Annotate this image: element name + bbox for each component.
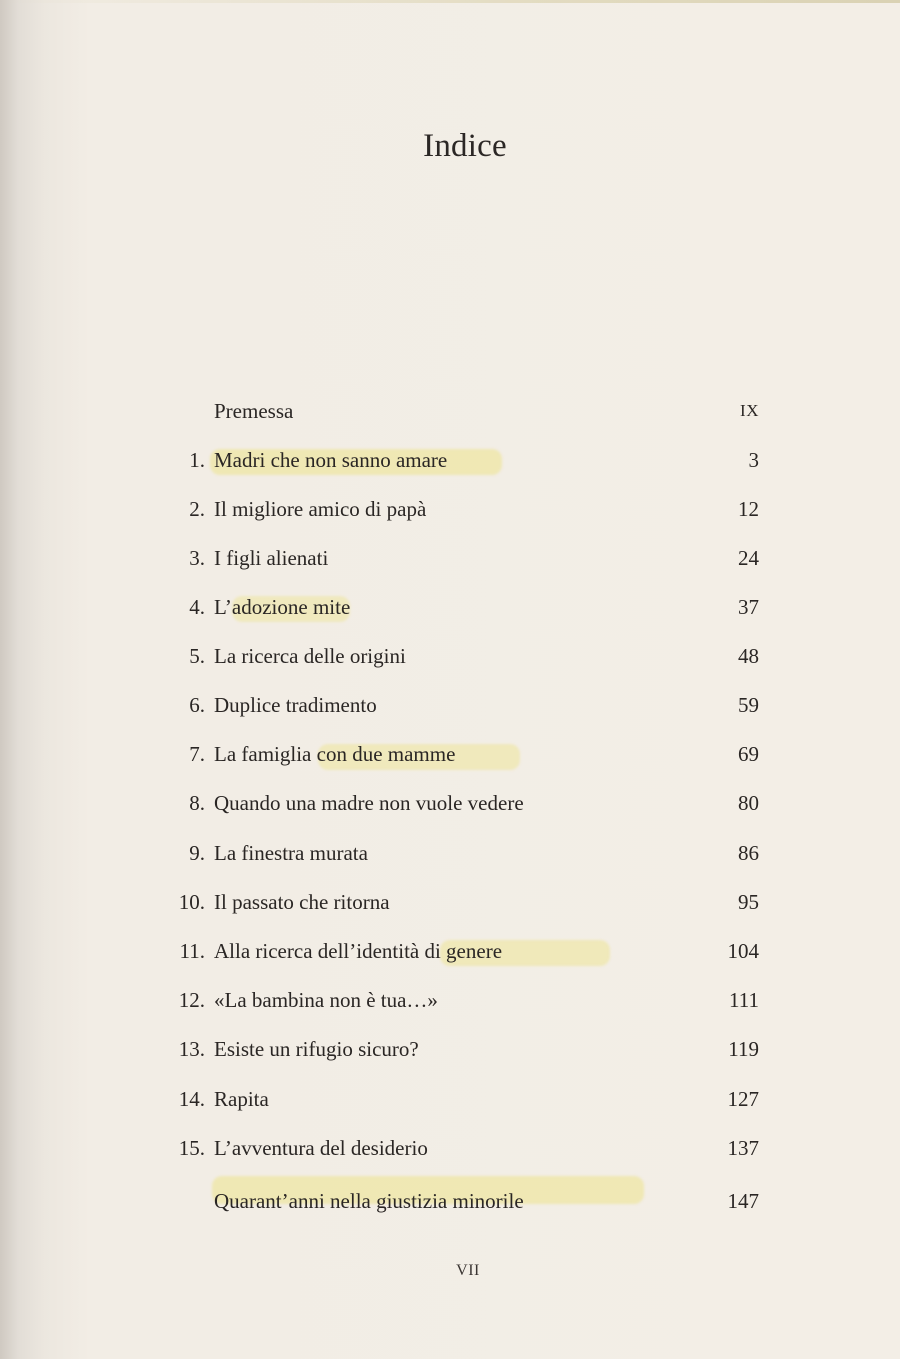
toc-entry-title: Madri che non sanno amare: [214, 448, 448, 472]
toc-entry-number: 1.: [189, 448, 205, 472]
toc-entry-page: 111: [729, 988, 759, 1012]
toc-entry-page: 147: [727, 1189, 759, 1213]
toc-entry: [0, 1082, 900, 1116]
toc-entry-page: 127: [727, 1087, 759, 1111]
toc-entry: [0, 590, 900, 624]
toc-entry-number: 5.: [189, 644, 205, 668]
toc-entry: [0, 885, 900, 919]
toc-entry: [0, 786, 900, 820]
toc-entry-number: 6.: [189, 693, 205, 717]
toc-entry-page: 80: [738, 791, 759, 815]
toc-entry-title: Premessa: [214, 399, 294, 423]
toc-entry-title: La finestra murata: [214, 841, 368, 865]
toc-entry: [0, 1131, 900, 1165]
toc-entry-number: 9.: [189, 841, 205, 865]
toc-entry-page: 86: [738, 841, 759, 865]
toc-entry: [0, 737, 900, 771]
toc-entry-page: 119: [728, 1037, 759, 1061]
toc-entry-number: 4.: [189, 595, 205, 619]
toc-entry-title: Il migliore amico di papà: [214, 497, 427, 521]
toc-entry-page: 137: [727, 1136, 759, 1160]
toc-entry: [0, 1184, 900, 1218]
toc-entry-title: L’adozione mite: [214, 595, 351, 619]
toc-entry-number: 15.: [178, 1136, 205, 1160]
toc-entry-title: Alla ricerca dell’identità di genere: [214, 939, 503, 963]
toc-entry-page: 69: [738, 742, 759, 766]
toc-entry: [0, 394, 900, 428]
toc-entry: [0, 983, 900, 1017]
toc-entry-number: 2.: [189, 497, 205, 521]
toc-entry-number: 7.: [189, 742, 205, 766]
toc-entry-title: Esiste un rifugio sicuro?: [214, 1037, 419, 1061]
toc-entry: [0, 836, 900, 870]
toc-entry-page: 48: [738, 644, 759, 668]
toc-entry-page: 37: [738, 595, 759, 619]
page-folio: VII: [456, 1262, 480, 1279]
toc-entry-title: Duplice tradimento: [214, 693, 377, 717]
toc-entry-title: Il passato che ritorna: [214, 890, 390, 914]
toc-entry-page: 59: [738, 693, 759, 717]
toc-entry-page: IX: [740, 401, 759, 420]
toc-entry-page: 3: [748, 448, 759, 472]
toc-entry-page: 24: [738, 546, 759, 570]
toc-entry-page: 95: [738, 890, 759, 914]
toc-entry-number: 8.: [189, 791, 205, 815]
toc-entry-title: La famiglia con due mamme: [214, 742, 456, 766]
toc-entry-title: Quando una madre non vuole vedere: [214, 791, 524, 815]
toc-entry-number: 13.: [178, 1037, 205, 1061]
toc-entry: [0, 934, 900, 968]
toc-entry-number: 10.: [178, 890, 205, 914]
toc-entry: [0, 541, 900, 575]
toc-entry-title: Rapita: [214, 1087, 269, 1111]
toc-entry-page: 12: [738, 497, 759, 521]
toc-entry-number: 3.: [189, 546, 205, 570]
toc-entry-title: I figli alienati: [214, 546, 329, 570]
toc-entry-page: 104: [727, 939, 759, 963]
toc-entry-number: 11.: [179, 939, 205, 963]
toc-entry-title: L’avventura del desiderio: [214, 1136, 428, 1160]
toc-entry: [0, 443, 900, 477]
page-title: Indice: [423, 128, 507, 164]
toc-entry: [0, 1032, 900, 1066]
toc-entry-title: La ricerca delle origini: [214, 644, 406, 668]
toc-entry-title: «La bambina non è tua…»: [214, 988, 438, 1012]
toc-entry-number: 14.: [178, 1087, 205, 1111]
toc-entry: [0, 492, 900, 526]
toc-entry: [0, 688, 900, 722]
toc-entry-number: 12.: [178, 988, 205, 1012]
toc-entry-title: Quarant’anni nella giustizia minorile: [214, 1189, 524, 1213]
toc-entry: [0, 639, 900, 673]
